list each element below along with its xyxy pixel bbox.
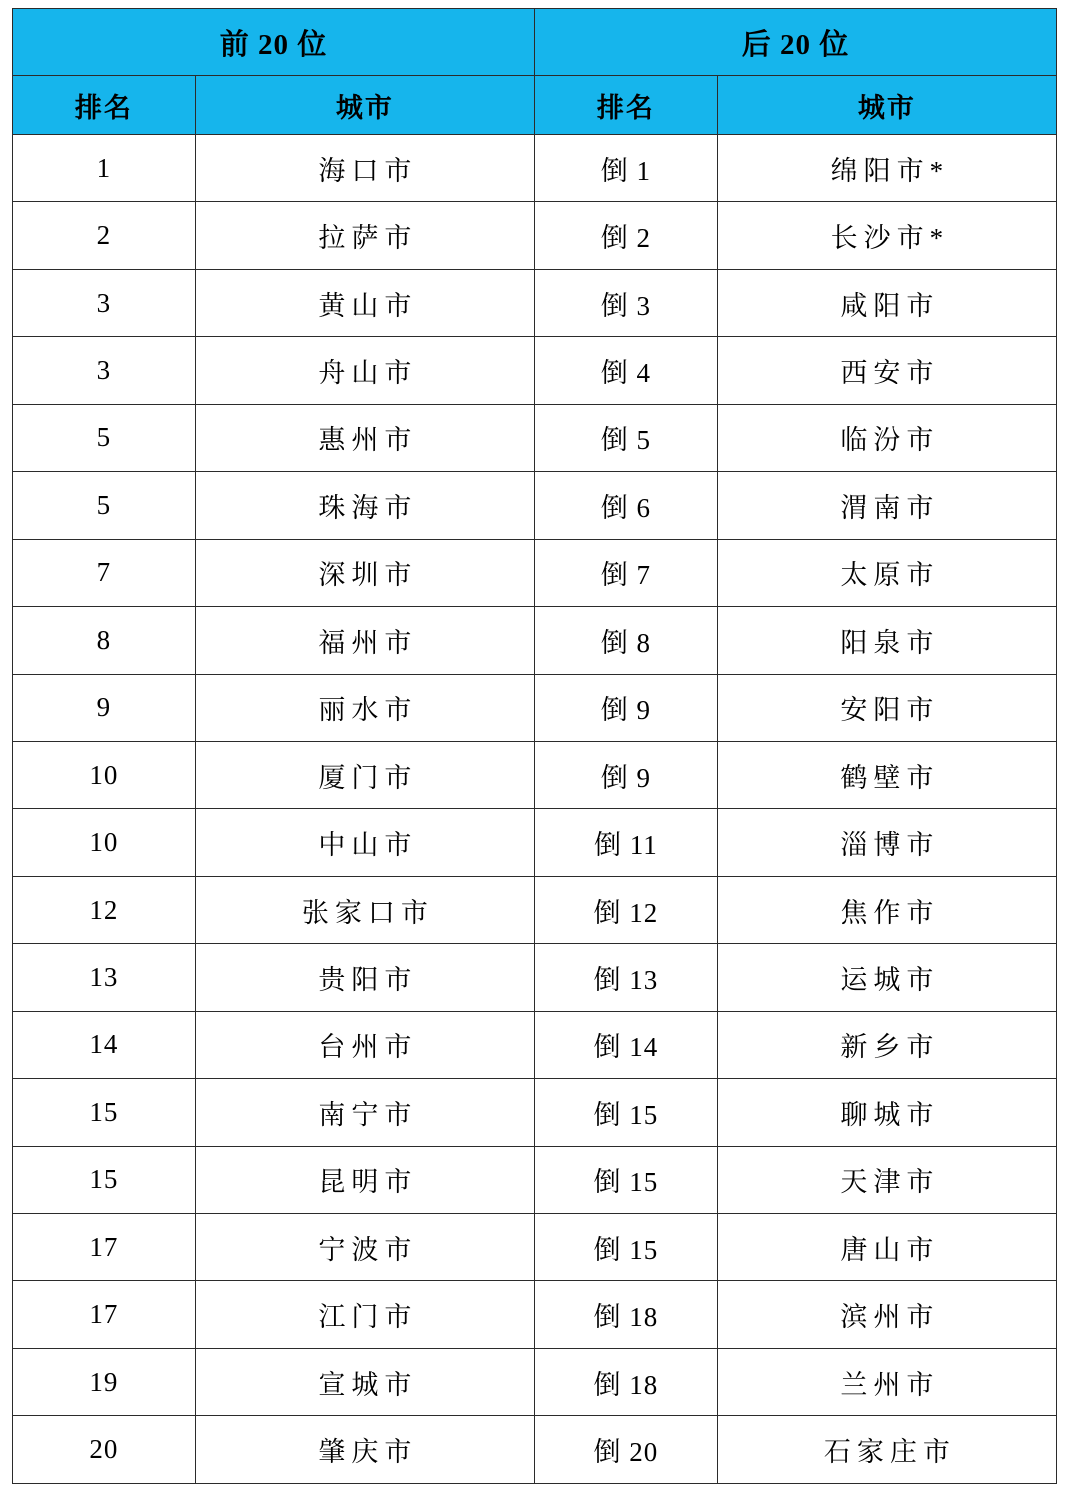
table-row bbox=[13, 1281, 1057, 1348]
cell-bottom-city: 焦作市 bbox=[717, 876, 1056, 943]
cell-bottom-city: 新乡市 bbox=[717, 1011, 1056, 1078]
cell-bottom-city: 长沙市* bbox=[717, 202, 1056, 269]
cell-top-city: 黄山市 bbox=[195, 269, 534, 336]
cell-bottom-rank: 倒 2 bbox=[534, 202, 717, 269]
table-row bbox=[13, 674, 1057, 741]
cell-top-city: 肇庆市 bbox=[195, 1416, 534, 1484]
cell-top-rank: 3 bbox=[13, 269, 196, 336]
table-row bbox=[13, 876, 1057, 943]
table-row bbox=[13, 1079, 1057, 1146]
cell-top-rank: 17 bbox=[13, 1281, 196, 1348]
column-header-top-rank: 排名 bbox=[13, 76, 196, 135]
cell-bottom-city: 渭南市 bbox=[717, 472, 1056, 539]
cell-top-rank: 14 bbox=[13, 1011, 196, 1078]
cell-top-city: 台州市 bbox=[195, 1011, 534, 1078]
table-row bbox=[13, 1011, 1057, 1078]
cell-top-city: 舟山市 bbox=[195, 337, 534, 404]
cell-bottom-city: 鹤壁市 bbox=[717, 741, 1056, 808]
table-row bbox=[13, 472, 1057, 539]
cell-bottom-rank: 倒 15 bbox=[534, 1146, 717, 1213]
cell-top-rank: 13 bbox=[13, 944, 196, 1011]
cell-top-city: 惠州市 bbox=[195, 404, 534, 471]
cell-bottom-city: 兰州市 bbox=[717, 1348, 1056, 1415]
cell-top-rank: 1 bbox=[13, 135, 196, 202]
cell-top-city: 珠海市 bbox=[195, 472, 534, 539]
cell-bottom-rank: 倒 20 bbox=[534, 1416, 717, 1484]
cell-top-rank: 12 bbox=[13, 876, 196, 943]
cell-bottom-rank: 倒 11 bbox=[534, 809, 717, 876]
cell-top-rank: 10 bbox=[13, 741, 196, 808]
cell-top-rank: 5 bbox=[13, 472, 196, 539]
group-header-top20: 前 20 位 bbox=[13, 9, 535, 76]
cell-bottom-city: 阳泉市 bbox=[717, 607, 1056, 674]
table-row bbox=[13, 607, 1057, 674]
cell-bottom-rank: 倒 12 bbox=[534, 876, 717, 943]
column-header-top-city: 城市 bbox=[195, 76, 534, 135]
cell-top-rank: 10 bbox=[13, 809, 196, 876]
cell-bottom-rank: 倒 1 bbox=[534, 135, 717, 202]
table-body bbox=[13, 135, 1057, 1484]
table-row bbox=[13, 337, 1057, 404]
cell-bottom-city: 淄博市 bbox=[717, 809, 1056, 876]
cell-bottom-rank: 倒 15 bbox=[534, 1214, 717, 1281]
cell-top-rank: 19 bbox=[13, 1348, 196, 1415]
cell-top-rank: 8 bbox=[13, 607, 196, 674]
cell-bottom-city: 临汾市 bbox=[717, 404, 1056, 471]
cell-top-city: 昆明市 bbox=[195, 1146, 534, 1213]
table-row bbox=[13, 809, 1057, 876]
cell-top-rank: 20 bbox=[13, 1416, 196, 1484]
cell-top-city: 贵阳市 bbox=[195, 944, 534, 1011]
cell-bottom-city: 滨州市 bbox=[717, 1281, 1056, 1348]
column-header-row bbox=[13, 76, 1057, 135]
cell-top-city: 海口市 bbox=[195, 135, 534, 202]
city-ranking-table bbox=[12, 8, 1057, 1484]
cell-bottom-city: 天津市 bbox=[717, 1146, 1056, 1213]
cell-bottom-city: 绵阳市* bbox=[717, 135, 1056, 202]
column-header-bottom-rank: 排名 bbox=[534, 76, 717, 135]
table-row bbox=[13, 741, 1057, 808]
cell-top-rank: 3 bbox=[13, 337, 196, 404]
cell-bottom-city: 安阳市 bbox=[717, 674, 1056, 741]
cell-bottom-rank: 倒 3 bbox=[534, 269, 717, 336]
cell-bottom-city: 聊城市 bbox=[717, 1079, 1056, 1146]
cell-top-city: 南宁市 bbox=[195, 1079, 534, 1146]
table-row bbox=[13, 1146, 1057, 1213]
table-row bbox=[13, 539, 1057, 606]
table-row bbox=[13, 269, 1057, 336]
cell-bottom-rank: 倒 4 bbox=[534, 337, 717, 404]
cell-bottom-rank: 倒 18 bbox=[534, 1348, 717, 1415]
cell-bottom-rank: 倒 5 bbox=[534, 404, 717, 471]
cell-top-rank: 5 bbox=[13, 404, 196, 471]
cell-top-city: 深圳市 bbox=[195, 539, 534, 606]
cell-top-rank: 15 bbox=[13, 1146, 196, 1213]
table-row bbox=[13, 135, 1057, 202]
table-row bbox=[13, 944, 1057, 1011]
cell-bottom-rank: 倒 7 bbox=[534, 539, 717, 606]
cell-top-city: 江门市 bbox=[195, 1281, 534, 1348]
cell-bottom-rank: 倒 14 bbox=[534, 1011, 717, 1078]
cell-bottom-rank: 倒 6 bbox=[534, 472, 717, 539]
cell-top-rank: 15 bbox=[13, 1079, 196, 1146]
cell-bottom-rank: 倒 8 bbox=[534, 607, 717, 674]
cell-bottom-city: 咸阳市 bbox=[717, 269, 1056, 336]
table-row bbox=[13, 1416, 1057, 1484]
cell-bottom-rank: 倒 13 bbox=[534, 944, 717, 1011]
cell-top-city: 拉萨市 bbox=[195, 202, 534, 269]
group-header-row bbox=[13, 9, 1057, 76]
cell-top-rank: 9 bbox=[13, 674, 196, 741]
cell-bottom-rank: 倒 15 bbox=[534, 1079, 717, 1146]
cell-bottom-city: 西安市 bbox=[717, 337, 1056, 404]
group-header-bottom20: 后 20 位 bbox=[534, 9, 1056, 76]
cell-top-city: 中山市 bbox=[195, 809, 534, 876]
cell-top-rank: 17 bbox=[13, 1214, 196, 1281]
table-header bbox=[13, 9, 1057, 135]
cell-top-city: 丽水市 bbox=[195, 674, 534, 741]
cell-bottom-rank: 倒 9 bbox=[534, 741, 717, 808]
cell-top-city: 宣城市 bbox=[195, 1348, 534, 1415]
table-row bbox=[13, 202, 1057, 269]
cell-bottom-city: 运城市 bbox=[717, 944, 1056, 1011]
cell-top-city: 福州市 bbox=[195, 607, 534, 674]
cell-top-rank: 7 bbox=[13, 539, 196, 606]
table-row bbox=[13, 1214, 1057, 1281]
cell-bottom-rank: 倒 18 bbox=[534, 1281, 717, 1348]
cell-top-city: 张家口市 bbox=[195, 876, 534, 943]
cell-bottom-rank: 倒 9 bbox=[534, 674, 717, 741]
cell-top-rank: 2 bbox=[13, 202, 196, 269]
cell-bottom-city: 石家庄市 bbox=[717, 1416, 1056, 1484]
column-header-bottom-city: 城市 bbox=[717, 76, 1056, 135]
table-row bbox=[13, 404, 1057, 471]
cell-bottom-city: 太原市 bbox=[717, 539, 1056, 606]
cell-top-city: 厦门市 bbox=[195, 741, 534, 808]
cell-bottom-city: 唐山市 bbox=[717, 1214, 1056, 1281]
cell-top-city: 宁波市 bbox=[195, 1214, 534, 1281]
table-row bbox=[13, 1348, 1057, 1415]
